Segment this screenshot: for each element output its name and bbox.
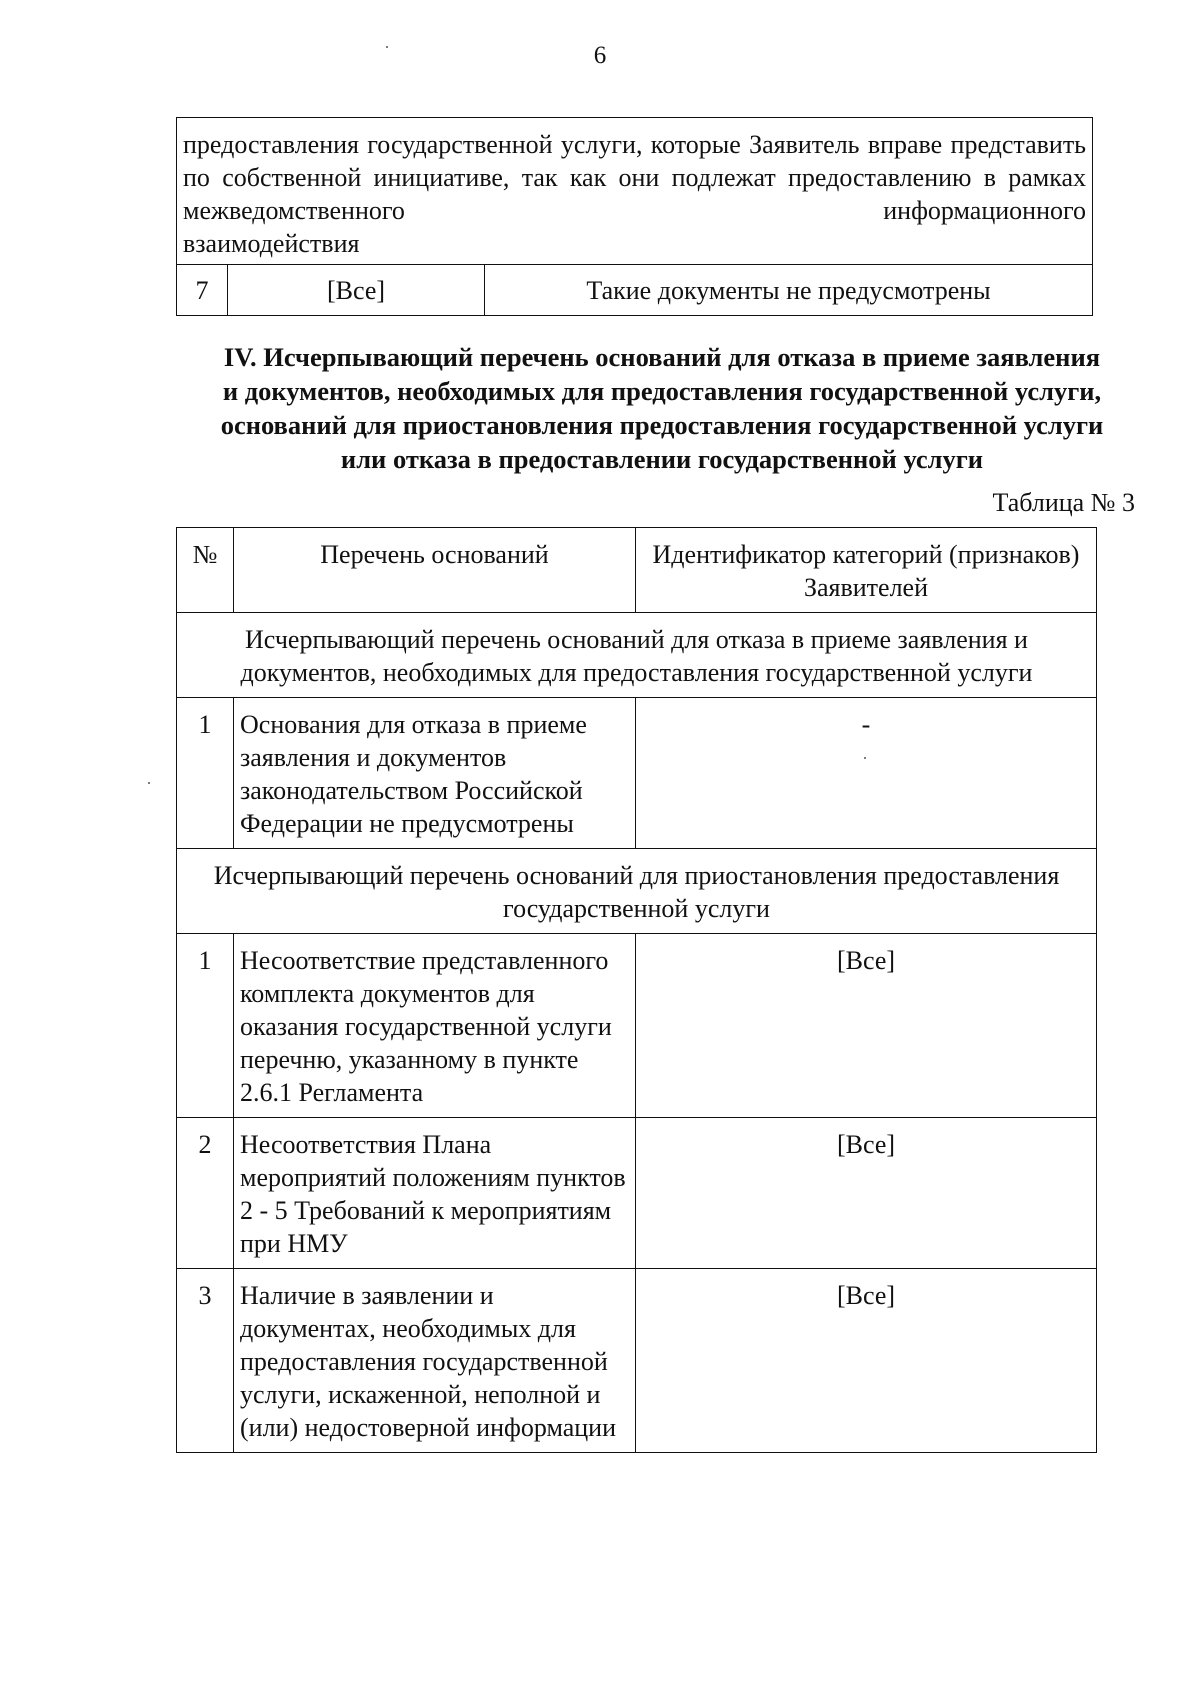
table-caption: Таблица № 3 — [992, 488, 1135, 517]
documents-table-continuation — [176, 117, 1093, 316]
row-identifier: [Все] — [636, 1269, 1097, 1453]
row-number: 2 — [177, 1118, 234, 1269]
table-header-row — [177, 528, 1097, 613]
group-title-suspension: Исчерпывающий перечень оснований для приостановления предоставления государственной услуги — [177, 849, 1097, 934]
continued-text-row — [177, 118, 1093, 265]
group-title-row — [177, 849, 1097, 934]
table-row — [177, 265, 1093, 316]
section-heading — [170, 340, 1154, 476]
row-number: 1 — [177, 934, 234, 1118]
row-ground: Несоответствие представленного комплекта документов для оказания государственной услуги перечню, указанному в пункте 2.6.1 Регламента — [234, 934, 636, 1118]
scan-speck — [148, 782, 150, 784]
header-number: № — [177, 528, 234, 613]
table-row — [177, 934, 1097, 1118]
row-documents: Такие документы не предусмотрены — [485, 265, 1093, 316]
header-grounds: Перечень оснований — [234, 528, 636, 613]
row-category: [Все] — [228, 265, 485, 316]
section-heading-line: IV. Исчерпывающий перечень оснований для отказа в приеме заявления — [223, 342, 1101, 372]
page-number: 6 — [593, 42, 607, 69]
grounds-table — [176, 527, 1097, 1453]
row-identifier: - — [636, 698, 1097, 849]
row-number: 7 — [177, 265, 228, 316]
continued-text-cell — [177, 118, 1093, 265]
group-title-row — [177, 613, 1097, 698]
continued-text-line: предоставлению в рамках межведомственного информационного — [183, 163, 1087, 225]
row-identifier: [Все] — [636, 934, 1097, 1118]
group-title-refusal: Исчерпывающий перечень оснований для отказа в приеме заявления и документов, необходимых для предоставления государственной услуги — [177, 613, 1097, 698]
table-row — [177, 698, 1097, 849]
section-heading-line: и документов, необходимых для предоставления государственной услуги, — [222, 376, 1102, 406]
continued-text-line: предоставления государственной услуги, которые Заявитель вправе — [183, 130, 943, 159]
row-ground: Основания для отказа в приеме заявления и документов законодательством Российской Федерации не предусмотрены — [234, 698, 636, 849]
row-ground: Наличие в заявлении и документах, необходимых для предоставления государственной услуги, искаженной, неполной и (или) недостоверной информации — [234, 1269, 636, 1453]
scan-speck — [386, 46, 388, 48]
table-row — [177, 1118, 1097, 1269]
table-row — [177, 1269, 1097, 1453]
row-ground: Несоответствия Плана мероприятий положениям пунктов 2 - 5 Требований к мероприятиям при НМУ — [234, 1118, 636, 1269]
continued-text-line: взаимодействия — [183, 229, 360, 258]
header-identifier: Идентификатор категорий (признаков) Заявителей — [636, 528, 1097, 613]
continued-text-line: представить по собственной инициативе, так как они подлежат — [183, 130, 1087, 192]
section-heading-line: или отказа в предоставлении государственной услуги — [340, 444, 984, 474]
row-number: 1 — [177, 698, 234, 849]
section-heading-line: оснований для приостановления предоставления государственной услуги — [220, 410, 1104, 440]
row-number: 3 — [177, 1269, 234, 1453]
row-identifier: [Все] — [636, 1118, 1097, 1269]
